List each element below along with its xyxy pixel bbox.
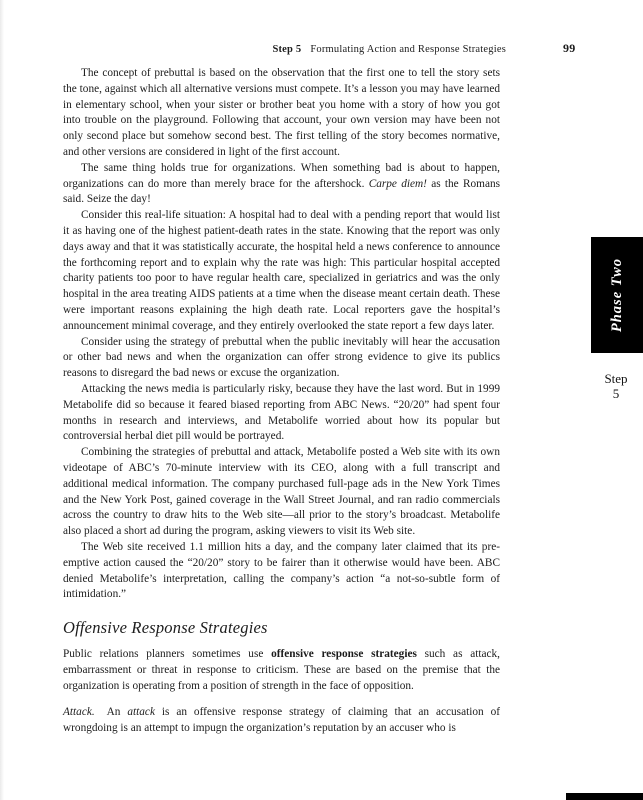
phase-tab-label: Phase Two <box>608 257 625 333</box>
page-number: 99 <box>563 41 576 55</box>
running-head-title: Formulating Action and Response Strategies <box>310 44 506 55</box>
paragraph-prebuttal-strategy: Consider using the strategy of prebuttal when the public inevitably will hear the accusation or other bad news and when the organization can offer strong evidence to give its publics reasons to disregard the bad news or excuse the organization. <box>63 335 500 380</box>
page-edge-shadow <box>0 0 4 800</box>
step-marker-word: Step <box>604 371 628 386</box>
paragraph-prebuttal-concept: The concept of prebuttal is based on the observation that the first one to tell the story sets the tone, against which all alternative versions must compete. It’s a lesson you may have learned in elementary school, when your sister or brother beat you home with a story of how you got into trouble on the playground. Following that account, your own version may have been not only second place but somehow second best. The first telling of the story becomes normative, and other versions are considered in light of the first account. <box>63 67 500 158</box>
running-head <box>63 41 577 56</box>
paragraph-carpe-diem: The same thing holds true for organizations. When something bad is about to happen, organizations can do more than merely brace for the aftershock. Carpe diem! as the Romans said. Seize the day! <box>63 161 500 206</box>
corner-bar <box>566 793 643 800</box>
paragraph-attacking-media: Attacking the news media is particularly risky, because they have the last word. But in 1999 Metabolife did so because it feared biased reporting from ABC News. “20/20” had spent four months in research and interviews, and Metabolife worried about how its popular but controversial herbal diet pill would be portrayed. <box>63 382 500 443</box>
paragraph-website-hits: The Web site received 1.1 million hits a day, and the company later claimed that its pre-emptive action caused the “20/20” story to be fairer than it otherwise would have been. ABC denied Metabolife’s interpretation, calling the company’s action “a not-so-subtle form of intimidation.” <box>63 540 500 601</box>
section-heading: Offensive Response Strategies <box>63 618 268 638</box>
paragraph-attack-definition: Attack. An attack is an offensive response strategy of claiming that an accusation of wrongdoing is an attempt to impugn the organization’s reputation by an accuser who is <box>63 706 500 735</box>
step-marker-number: 5 <box>612 386 620 401</box>
paragraph-offensive-strategies: Public relations planners sometimes use offensive response strategies such as attack, embarrassment or threat in response to criticism. These are based on the premise that the organization is operating from a position of strength in the face of opposition. <box>63 648 500 692</box>
paragraph-hospital-example: Consider this real-life situation: A hospital had to deal with a pending report that would list it as having one of the highest patient-death rates in the state. Knowing that the report was only days away and that it was statistically accurate, the hospital held a news conference to announce the forthcoming report and to explain why the rate was high: This particular hospital accepted charity patients too poor to have regular health care, specialized in geriatrics and was the only hospital in the area treating AIDS patients at a time when the disease meant certain death. These were important reasons explaining the high death rate. Local reporters gave the hospital’s announcement minimal coverage, and they entirely overlooked the state report a few days later. <box>63 209 500 332</box>
phase-tab <box>591 237 643 353</box>
running-head-step: Step 5 <box>272 44 302 55</box>
paragraph-metabolife-website: Combining the strategies of prebuttal and attack, Metabolife posted a Web site with its own videotape of ABC’s 70-minute interview with its CEO, along with a full transcript and additional medical information. The company purchased full-page ads in the New York Times and the New York Post, gained coverage in the Wall Street Journal, and ran radio commercials across the country to draw hits to the Web site—all prior to the story’s broadcast. Metabolife also placed a short ad during the program, asking viewers to visit its Web site. <box>63 446 500 538</box>
body-text <box>63 66 500 737</box>
step-marker <box>589 371 643 401</box>
